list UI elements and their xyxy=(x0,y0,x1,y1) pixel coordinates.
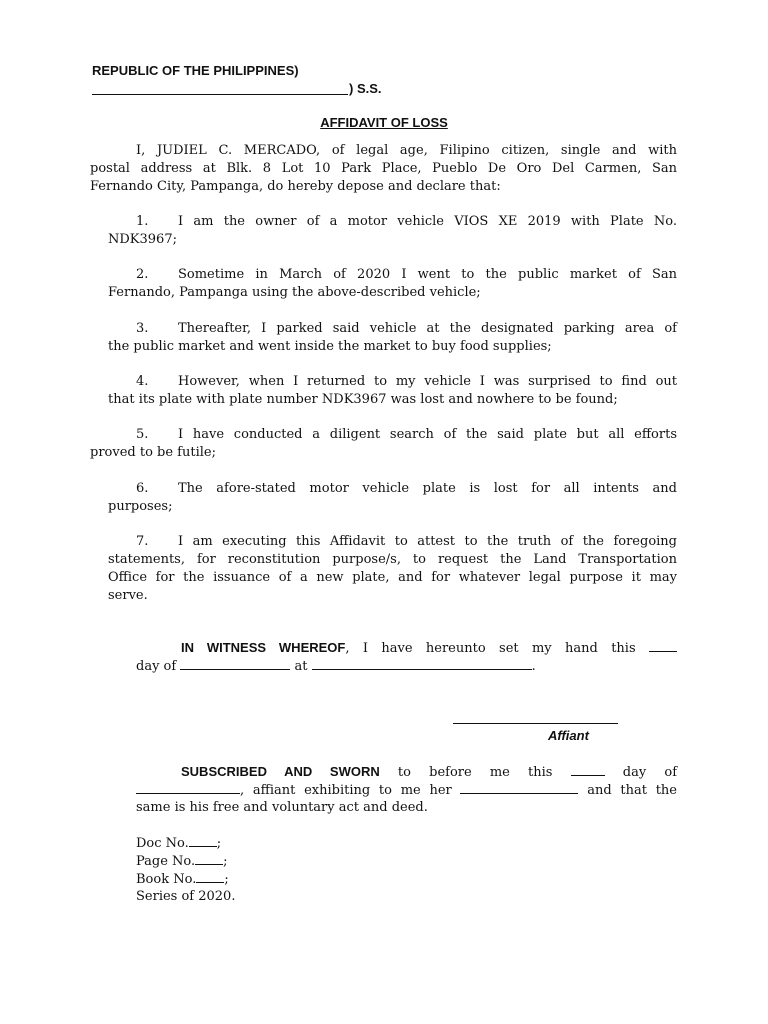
item-text: that its plate with plate number NDK3967 was lost and nowhere to be found; xyxy=(108,392,618,407)
item-number: 3. xyxy=(136,321,149,336)
blank-month xyxy=(136,781,240,794)
item-number: 1. xyxy=(136,214,149,229)
item-text: NDK3967; xyxy=(108,232,177,247)
jurat-heading: SUBSCRIBED AND SWORN xyxy=(181,764,380,779)
notarial-doc-no: Doc No. ; xyxy=(136,836,222,851)
intro-paragraph xyxy=(90,142,677,196)
witness-clause: IN WITNESS WHEREOF, I have hereunto set my hand this day of at . xyxy=(136,639,677,675)
item-text: Fernando, Pampanga using the above-described vehicle; xyxy=(108,285,481,300)
blank-id xyxy=(460,781,578,794)
venue-ss: ) S.S. xyxy=(349,81,382,96)
item-text: the public market and went inside the market to buy food supplies; xyxy=(108,339,552,354)
venue-blank-line xyxy=(92,94,348,95)
item-text: I am the owner of a motor vehicle VIOS XE 2019 with Plate No. xyxy=(178,214,677,229)
jurat-clause: SUBSCRIBED AND SWORN to before me this day of , affiant exhibiting to me her and that the same is his free and voluntary act and deed. xyxy=(136,764,678,815)
item-text: However, when I returned to my vehicle I was surprised to find out xyxy=(178,374,677,389)
item-text: I am executing this Affidavit to attest to the truth of the foregoing xyxy=(178,534,677,549)
item-text: statements, for reconstitution purpose/s, to request the Land Transportation xyxy=(108,552,677,567)
document-title: AFFIDAVIT OF LOSS xyxy=(320,115,448,130)
item-text: Thereafter, I parked said vehicle at the designated parking area of xyxy=(178,321,677,336)
witness-text: , I have hereunto set my hand this xyxy=(345,641,636,656)
affiant-label: Affiant xyxy=(548,728,589,743)
item-4 xyxy=(108,373,677,409)
notarial-series: Series of 2020. xyxy=(136,889,236,904)
blank-day xyxy=(649,639,677,652)
blank-place xyxy=(312,657,532,670)
notarial-page-no: Page No. ; xyxy=(136,854,228,869)
item-text: The afore-stated motor vehicle plate is lost for all intents and xyxy=(178,481,677,496)
item-2 xyxy=(108,266,677,302)
item-1 xyxy=(108,213,677,249)
item-number: 2. xyxy=(136,267,149,282)
blank-month xyxy=(180,657,290,670)
venue-republic: REPUBLIC OF THE PHILIPPINES) xyxy=(92,63,299,78)
item-7 xyxy=(108,533,677,605)
item-5 xyxy=(90,426,677,462)
intro-line-2: postal address at Blk. 8 Lot 10 Park Place, Pueblo De Oro Del Carmen, San xyxy=(90,161,677,176)
item-number: 6. xyxy=(136,481,149,496)
witness-heading: IN WITNESS WHEREOF xyxy=(181,640,346,655)
item-number: 4. xyxy=(136,374,149,389)
item-text: Office for the issuance of a new plate, and for whatever legal purpose it may xyxy=(108,570,677,585)
item-text: Sometime in March of 2020 I went to the public market of San xyxy=(178,267,677,282)
item-text: I have conducted a diligent search of the said plate but all efforts xyxy=(178,427,677,442)
intro-line-3: Fernando City, Pampanga, do hereby depose and declare that: xyxy=(90,179,501,194)
item-number: 7. xyxy=(136,534,149,549)
witness-at: at xyxy=(294,659,308,674)
item-text: serve. xyxy=(108,588,148,603)
item-6 xyxy=(108,480,677,516)
item-3 xyxy=(108,320,677,356)
item-number: 5. xyxy=(136,427,149,442)
intro-line-1: I, JUDIEL C. MERCADO, of legal age, Filipino citizen, single and with xyxy=(136,143,677,158)
item-text: purposes; xyxy=(108,499,173,514)
affiant-signature-line xyxy=(453,723,618,724)
item-text: proved to be futile; xyxy=(90,445,216,460)
notarial-book-no: Book No. ; xyxy=(136,872,229,887)
blank-day xyxy=(571,763,605,776)
witness-day-of: day of xyxy=(136,659,177,674)
